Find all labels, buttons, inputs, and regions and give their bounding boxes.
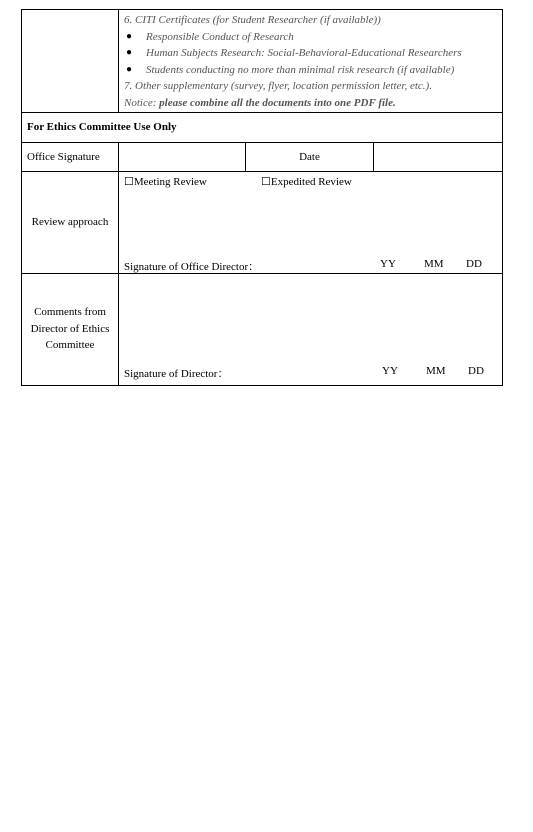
comments-label-line: Comments from xyxy=(34,306,106,319)
bullet-item-3 xyxy=(124,62,502,79)
office-signature-label: Office Signature xyxy=(22,142,119,171)
committee-use-header: For Ethics Committee Use Only xyxy=(22,112,503,142)
bullet-text: Human Subjects Research: Social-Behavioral-Educational Researchers xyxy=(146,47,462,60)
item-7-text: 7. Other supplementary (survey, flyer, location permission letter, etc.). xyxy=(124,80,432,93)
office-director-signature-row xyxy=(124,258,502,274)
meeting-review-checkbox[interactable]: ☐Meeting Review xyxy=(124,175,207,188)
review-approach-cell xyxy=(119,171,503,273)
bullet-icon: ● xyxy=(126,47,133,59)
ethics-review-form xyxy=(21,9,502,386)
comments-label-line: Director of Ethics xyxy=(30,322,110,335)
day-label: DD xyxy=(468,364,484,377)
month-label: MM xyxy=(426,364,446,377)
director-comments-cell[interactable] xyxy=(119,273,503,385)
expedited-review-checkbox[interactable]: ☐Expedited Review xyxy=(261,175,352,188)
date-label: Date xyxy=(246,142,374,171)
office-signature-field[interactable] xyxy=(119,142,246,171)
bullet-item-1 xyxy=(124,29,502,46)
bullet-icon: ● xyxy=(126,63,133,75)
item-6-text: 6. CITI Certificates (for Student Researcher (if available)) xyxy=(124,14,381,26)
documents-list-cell xyxy=(119,10,503,113)
left-blank-cell xyxy=(22,10,119,113)
year-label: YY xyxy=(380,257,396,270)
bullet-text: Responsible Conduct of Research xyxy=(146,30,294,43)
notice-text xyxy=(124,95,502,112)
bullet-text: Students conducting no more than minimal risk research (if available) xyxy=(146,63,455,76)
date-field[interactable] xyxy=(374,142,503,171)
comments-label-line: Committee xyxy=(45,339,95,352)
bullet-item-2 xyxy=(124,45,502,62)
director-signature-label: Signature of Director： xyxy=(124,367,229,380)
month-label: MM xyxy=(424,257,444,270)
notice-emphasis: please combine all the documents into one PDF file. xyxy=(159,96,396,109)
form-table xyxy=(21,9,503,386)
review-approach-label: Review approach xyxy=(22,171,119,273)
notice-label: Notice: xyxy=(124,96,160,109)
director-signature-row xyxy=(124,365,502,381)
day-label: DD xyxy=(466,257,482,270)
office-director-signature-label: Signature of Office Director： xyxy=(124,260,260,273)
year-label: YY xyxy=(382,364,398,377)
comments-label xyxy=(22,273,119,385)
bullet-icon: ● xyxy=(126,30,133,42)
